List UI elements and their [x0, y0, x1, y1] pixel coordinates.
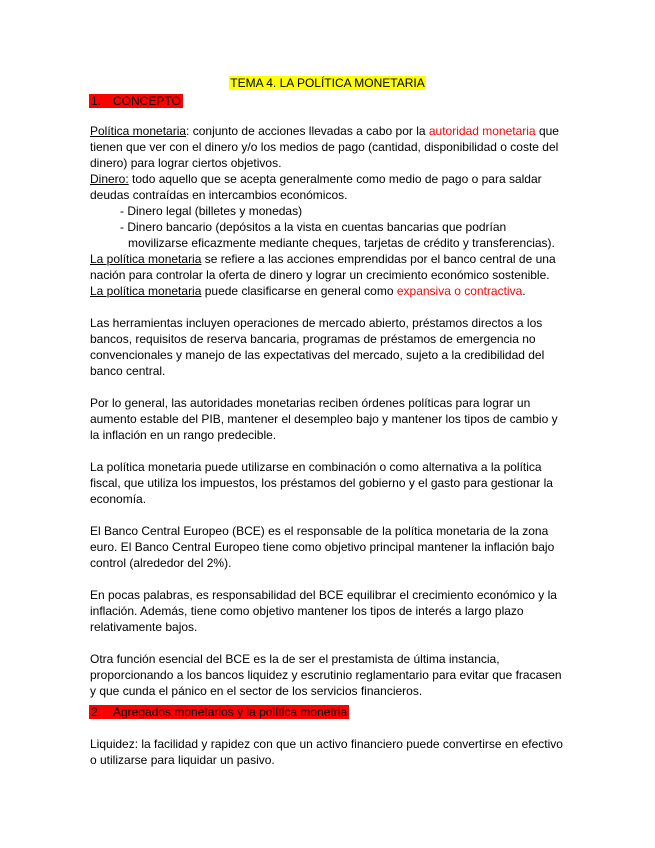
highlight-expansiva-contractiva: expansiva o contractiva	[396, 284, 523, 298]
paragraph-pocas-palabras: En pocas palabras, es responsabilidad del BCE equilibrar el crecimiento económico y la inflación. Además, tiene como objetivo mantener los tipos de interés a largo plazo relativamente bajos.	[90, 588, 557, 634]
paragraph-dinero	[90, 171, 568, 203]
paragraph-liquidez: Liquidez: la facilidad y rapidez con que un activo financiero puede convertirse en efectivo o utilizarse para liquidar un pasivo.	[90, 737, 563, 767]
paragraph-combinacion: La política monetaria puede utilizarse en combinación o como alternativa a la política fiscal, que utiliza los impuestos, los préstamos del gobierno y el gasto para gestionar la economía.	[90, 460, 553, 506]
section-label: CONCEPTO	[113, 94, 181, 108]
paragraph-politica-monetaria	[90, 123, 568, 171]
section-heading-concepto	[89, 94, 183, 108]
paragraph-autoridades: Por lo general, las autoridades monetarias reciben órdenes políticas para lograr un aumento estable del PIB, mantener el desempleo bajo y mantener los tipos de cambio y la inflación en un rango predecible.	[90, 396, 558, 442]
term-dinero: Dinero:	[90, 172, 129, 186]
section-heading-agregados	[89, 705, 349, 719]
term-la-politica-monetaria: La política monetaria	[90, 284, 202, 298]
term-la-politica-monetaria: La política monetaria	[90, 252, 202, 266]
paragraph-se-refiere	[90, 251, 568, 283]
page-title: TEMA 4. LA POLÍTICA MONETARIA	[230, 76, 425, 90]
list-item-dinero-legal: - Dinero legal (billetes y monedas)	[120, 204, 303, 218]
section-1-body	[90, 123, 568, 699]
list-item-dinero-bancario: - Dinero bancario (depósitos a la vista en cuentas bancarias que podrían movilizarse eficazmente mediante cheques, tarjetas de crédito y transferencias).	[120, 220, 555, 250]
section-number: 2.	[91, 705, 102, 719]
paragraph-text: que tienen que ver con el dinero y/o los medios de pago (cantidad, disponibilidad o coste del dinero) para lograr ciertos objetivos.	[90, 124, 559, 170]
section-label: Agregados monetarios y la política monetria	[113, 705, 348, 719]
highlight-autoridad-monetaria: autoridad monetaria	[428, 124, 536, 138]
paragraph-text: : conjunto de acciones llevadas a cabo por la	[186, 124, 429, 138]
paragraph-text: .	[522, 284, 526, 298]
section-number: 1.	[91, 94, 102, 108]
section-2-body	[90, 736, 568, 768]
paragraph-prestamista: Otra función esencial del BCE es la de ser el prestamista de última instancia, proporcionando a los bancos liquidez y escrutinio reglamentario para evitar que fracasen y que cunda el pánico en el sector de los servicios financieros.	[90, 652, 562, 698]
title-row	[0, 76, 655, 90]
paragraph-text: se refiere a las acciones emprendidas por el banco central de una nación para controlar la oferta de dinero y lograr un crecimiento económico sostenible.	[90, 252, 556, 282]
term-politica-monetaria: Política monetaria	[90, 124, 187, 138]
paragraph-clasificarse	[90, 283, 568, 299]
paragraph-text: puede clasificarse en general como	[201, 284, 397, 298]
paragraph-bce: El Banco Central Europeo (BCE) es el responsable de la política monetaria de la zona euro. El Banco Central Europeo tiene como objetivo principal mantener la inflación bajo control (alrededor del 2%).	[90, 524, 555, 570]
paragraph-herramientas: Las herramientas incluyen operaciones de mercado abierto, préstamos directos a los bancos, requisitos de reserva bancaria, programas de préstamos de emergencia no convencionales y manejo de las expectativas del mercado, sujeto a la credibilidad del banco central.	[90, 316, 545, 378]
paragraph-text: todo aquello que se acepta generalmente como medio de pago o para saldar deudas contraídas en intercambios económicos.	[90, 172, 542, 202]
